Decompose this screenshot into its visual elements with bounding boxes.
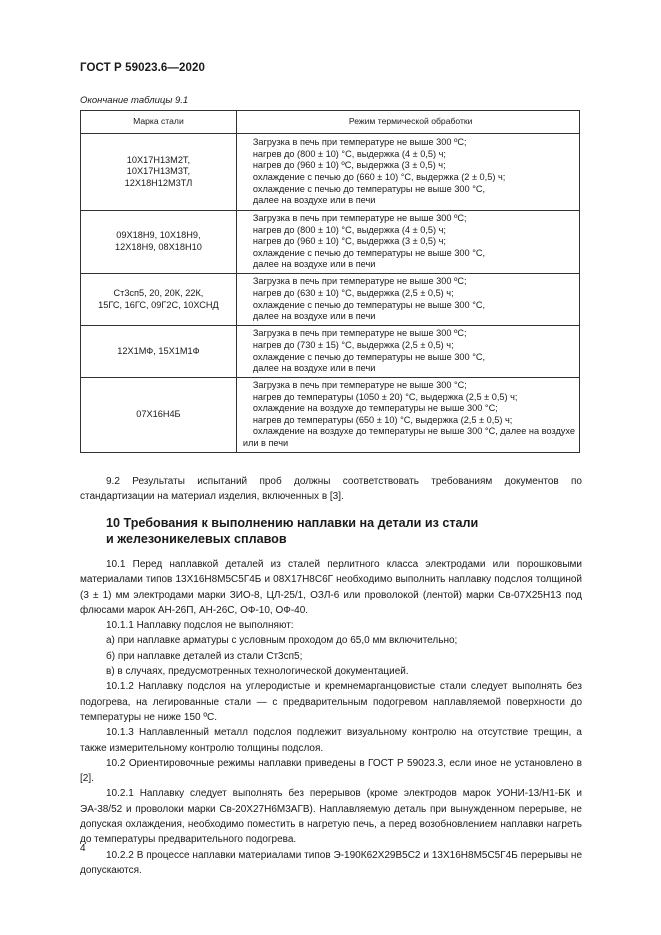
- treatment-regime-line: нагрев до (630 ± 10) °С, выдержка (2,5 ± 0,5) ч;: [252, 287, 454, 298]
- steel-grade-line: 12Х18Н9, 08Х18Н10: [115, 242, 202, 252]
- treatment-regime-line: Загрузка в печь при температуре не выше 300 ºС;: [252, 137, 467, 148]
- treatment-regime-line: Загрузка в печь при температуре не выше 300 ºС;: [252, 328, 467, 339]
- treatment-regime-cell: [236, 211, 579, 274]
- paragraph-10-1: 10.1 Перед наплавкой деталей из сталей перлитного класса электродами или порошковыми материалами типов 13Х16Н8М5С5Г4Б и 08Х17Н8С6Г необходимо выполнить наплавку подслоя толщиной (3 ± 1) мм электродами марки ЗИО-8, ЦЛ-25/1, ОЗЛ-6 или проволокой (лентой) марки Св-07Х25Н13 под флюсами марок АН-26П, АН-26С, ОФ-10, ОФ-40.: [80, 559, 582, 616]
- treatment-regime-line: охлаждение на воздухе до температуры не выше 300 °С;: [252, 403, 498, 414]
- treatment-regime-line: охлаждение с печью до температуры не выше 300 °С,: [252, 247, 486, 258]
- heat-treatment-table: [80, 110, 580, 453]
- document-code-header: ГОСТ Р 59023.6—2020: [80, 62, 205, 74]
- table-row: [81, 378, 580, 453]
- treatment-regime-line: нагрев до (800 ± 10) °С, выдержка (4 ± 0,5) ч;: [252, 148, 446, 159]
- treatment-regime-line: охлаждение с печью до температуры не выше 300 °С,: [252, 183, 486, 194]
- treatment-regime-line: охлаждение с печью до температуры не выше 300 °С,: [252, 299, 486, 310]
- treatment-regime-line: охлаждение с печью до температуры не выше 300 °С,: [252, 351, 486, 362]
- treatment-regime-line: далее на воздухе или в печи: [252, 311, 376, 322]
- treatment-regime-line: охлаждение на воздухе до температуры не выше 300 °С, далее на воздухе: [252, 426, 575, 437]
- steel-grade-line: 12Х1МФ, 15Х1М1Ф: [117, 345, 200, 356]
- steel-grade-cell: [81, 378, 237, 453]
- treatment-regime-line: охлаждение с печью до (660 ± 10) °С, выдержка (2 ± 0,5) ч;: [252, 172, 506, 182]
- paragraph-9-2: 9.2 Результаты испытаний проб должны соответствовать требованиям документов по стандартизации на материал изделия, включенных в [3].: [80, 476, 582, 503]
- section-10-title-line1: 10 Требования к выполнению наплавки на детали из стали: [106, 516, 479, 530]
- treatment-regime-line: далее на воздухе или в печи: [252, 363, 376, 374]
- table-row: [81, 326, 580, 378]
- section-10-body: [80, 557, 582, 878]
- steel-grade-cell: [81, 326, 237, 378]
- treatment-regime-cell: [236, 378, 579, 453]
- table-row: [81, 211, 580, 274]
- treatment-regime-cell: [236, 134, 579, 211]
- section-10-heading: [106, 515, 478, 547]
- steel-grade-line: 12Х18Н12М3ТЛ: [124, 177, 193, 188]
- treatment-regime-line: нагрев до температуры (1050 ± 20) °С, выдержка (2,5 ± 0,5) ч;: [252, 391, 518, 402]
- treatment-regime-line: нагрев до (960 ± 10) °С, выдержка (3 ± 0,5) ч;: [252, 236, 446, 247]
- treatment-regime-line: нагрев до (800 ± 10) °С, выдержка (4 ± 0,5) ч;: [252, 224, 446, 235]
- treatment-regime-line: нагрев до (960 ± 10) ºС, выдержка (3 ± 0,5) ч;: [252, 160, 446, 171]
- treatment-regime-line: Загрузка в печь при температуре не выше 300 °С;: [252, 380, 467, 390]
- treatment-regime-cell: [236, 326, 579, 378]
- steel-grade-line: 10Х17Н13М3Т,: [126, 166, 191, 177]
- treatment-regime-line: нагрев до температуры (650 ± 10) °С, выдержка (2,5 ± 0,5) ч;: [252, 414, 513, 425]
- treatment-regime-cell: [236, 274, 579, 326]
- table-row: [81, 274, 580, 326]
- steel-grade-cell: [81, 211, 237, 274]
- list-item-b: б) при наплавке деталей из стали Ст3сп5;: [106, 650, 303, 662]
- table-caption: Окончание таблицы 9.1: [80, 95, 189, 106]
- treatment-regime-line: Загрузка в печь при температуре не выше 300 ºС;: [252, 276, 467, 287]
- column-header-grade: Марка стали: [81, 111, 237, 134]
- table-body: [81, 134, 580, 453]
- page-number: 4: [80, 843, 86, 854]
- steel-grade-cell: [81, 274, 237, 326]
- paragraph-10-2-2: 10.2.2 В процессе наплавки материалами типов Э-190К62Х29В5С2 и 13Х16Н8М5С5Г4Б перерывы не допускаются.: [80, 849, 582, 876]
- treatment-regime-line: далее на воздухе или в печи: [252, 259, 376, 270]
- table-row: [81, 134, 580, 211]
- list-item-v: в) в случаях, предусмотренных технологической документацией.: [106, 666, 409, 678]
- steel-grade-line: 09Х18Н9, 10Х18Н9,: [116, 230, 201, 241]
- paragraph-10-1-1: 10.1.1 Наплавку подслоя не выполняют:: [106, 620, 294, 632]
- section-10-title-line2: и железоникелевых сплавов: [106, 532, 287, 546]
- steel-grade-line: 10Х17Н13М2Т,: [126, 154, 191, 165]
- treatment-regime-line: нагрев до (730 ± 15) °С, выдержка (2,5 ± 0,5) ч;: [252, 339, 454, 350]
- paragraph-10-2-1: 10.2.1 Наплавку следует выполнять без перерывов (кроме электродов марок УОНИ-13/Н1-БК и ЭА-38/52 и проволоки марки Св-20Х27Н6М3АГВ). Наплавляемую деталь при вынужденном перерыве, не допуская охлаждения, необходимо поместить в нагретую печь, а перед возобновлением наплавки нагреть до температуры предварительного подогрева.: [80, 788, 582, 846]
- table-header-row: [81, 111, 580, 134]
- steel-grade-line: Ст3сп5, 20, 20К, 22К,: [113, 287, 204, 298]
- paragraph-10-2: 10.2 Ориентировочные режимы наплавки приведены в ГОСТ Р 59023.3, если иное не установлено в [2].: [80, 757, 582, 785]
- treatment-regime-line: далее на воздухе или в печи: [252, 195, 376, 206]
- steel-grade-cell: [81, 134, 237, 211]
- steel-grade-line: 15ГС, 16ГС, 09Г2С, 10ХСНД: [98, 299, 219, 310]
- column-header-regime: Режим термической обработки: [236, 111, 579, 134]
- paragraph-10-1-3: 10.1.3 Наплавленный металл подслоя подлежит визуальному контролю на отсутствие трещин, а также измерительному контролю толщины подслоя.: [80, 727, 582, 754]
- steel-grade-line: 07Х16Н4Б: [136, 408, 181, 419]
- treatment-regime-line: или в печи: [242, 437, 289, 448]
- paragraph-9-2-block: [80, 474, 582, 505]
- paragraph-10-1-2: 10.1.2 Наплавку подслоя на углеродистые и кремнемарганцовистые стали следует выполнять без подогрева, на легированные стали — с предварительным подогревом наплавляемой поверхности до температуры не ниже 150 ºС.: [80, 681, 582, 723]
- list-item-a: а) при наплавке арматуры с условным проходом до 65,0 мм включительно;: [106, 635, 458, 647]
- treatment-regime-line: Загрузка в печь при температуре не выше 300 ºС;: [252, 213, 467, 224]
